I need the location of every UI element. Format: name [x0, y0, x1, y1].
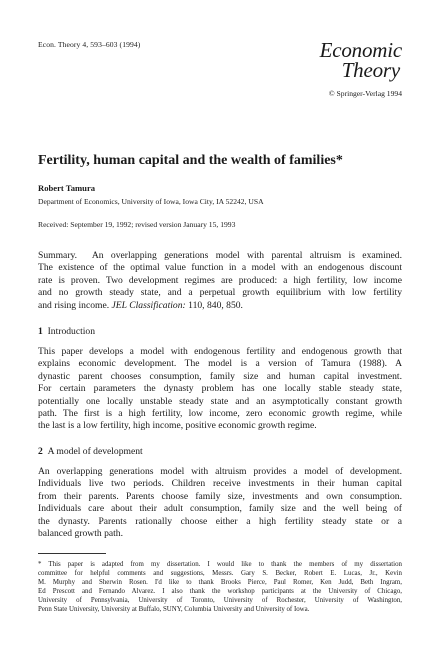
section-1-title: Introduction — [47, 326, 96, 337]
model-line: An overlapping generations model with altruism provides a model of development. — [38, 466, 402, 477]
model-line: Individuals live two periods. Children receive investments in their human capital — [38, 478, 402, 490]
footnote-divider — [38, 553, 106, 554]
author-affiliation: Department of Economics, University of Iowa, Iowa City, IA 52242, USA — [38, 197, 264, 206]
model-paragraph — [38, 466, 402, 540]
copyright-notice: © Springer-Verlag 1994 — [328, 89, 402, 98]
model-line: from their parents. Parents choose family size, investments and own consumption. — [38, 490, 402, 502]
section-2-number: 2 — [38, 446, 43, 457]
jel-codes: 110, 840, 850. — [188, 299, 243, 311]
model-line: the dynasty. Parents rationally choose either a high fertility steady state or a — [38, 515, 402, 527]
intro-line: explains economic development. The model is a version of Tamura (1988). A — [38, 358, 402, 370]
section-1-number: 1 — [38, 326, 43, 337]
journal-logo-line1: Economic — [319, 38, 402, 62]
introduction-paragraph — [38, 346, 402, 433]
journal-logo — [292, 40, 402, 98]
section-1-heading — [38, 326, 95, 337]
summary-text: and rising income. — [38, 299, 110, 311]
footnote-line: M. Murphy and Sherwin Rosen. I'd like to thank Brooks Pierce, Paul Romer, Ken Judd, Beth Ingram, — [38, 579, 402, 587]
summary-line-1 — [38, 250, 402, 262]
model-line: Individuals care about their adult consumption, family size and the well being of — [38, 503, 402, 515]
section-2-title: A model of development — [47, 446, 143, 457]
summary-line-4: and no growth steady state, and a perpetual growth equilibrium with low fertility — [38, 287, 402, 299]
footnote-line: Penn State University, University at Buffalo, SUNY, Columbia University and University of Iowa. — [38, 606, 310, 614]
footnote-line: committee for helpful comments and suggestions, Messrs. Gary S. Becker, Robert E. Lucas, Jr., Kevin — [38, 570, 402, 578]
summary-line-3: rate is proven. Two development regimes are produced: a high fertility, low income — [38, 274, 402, 286]
section-2-heading — [38, 446, 143, 457]
acknowledgement-footnote — [38, 560, 402, 615]
intro-line: potentially one locally unstable steady state and an asymptotically constant growth — [38, 395, 402, 407]
footnote-line: University of Pennsylvania, University of Toronto, University of Rochester, University of Washington, — [38, 597, 402, 605]
intro-line: For certain parameters the dynasty problem has one locally stable steady state, — [38, 383, 402, 395]
page-header — [38, 40, 402, 100]
journal-logo-line2: Theory — [341, 58, 400, 82]
summary-line-5 — [38, 300, 402, 312]
paper-title: Fertility, human capital and the wealth of families* — [38, 153, 343, 168]
summary-line-2: The existence of the optimal value function in a model with an endogenous discount — [38, 262, 402, 274]
summary-paragraph — [38, 250, 402, 312]
footnote-line: Ed Prescott and Fernando Alvarez. I also thank the workshop participants at the University of Chicago, — [38, 588, 402, 596]
model-line: balanced growth path. — [38, 527, 123, 539]
journal-citation: Econ. Theory 4, 593–603 (1994) — [38, 40, 141, 49]
intro-line: the last is a low fertility, high income, positive economic growth regime. — [38, 420, 317, 432]
intro-line: dynastic parent chooses consumption, family size and human capital investment. — [38, 370, 402, 382]
summary-text: An overlapping generations model with parental altruism is examined. — [91, 250, 402, 261]
jel-label: JEL Classification: — [111, 299, 186, 311]
author-name: Robert Tamura — [38, 183, 96, 193]
intro-line: This paper develops a model with endogenous fertility and endogenous growth that — [38, 346, 402, 357]
intro-line: path. The first is a high fertility, low income, zero economic growth regime, while — [38, 407, 402, 419]
footnote-line: * This paper is adapted from my dissertation. I would like to thank the members of my dissertation — [38, 561, 402, 568]
received-dates: Received: September 19, 1992; revised version January 15, 1993 — [38, 220, 236, 229]
summary-label: Summary. — [38, 250, 78, 261]
